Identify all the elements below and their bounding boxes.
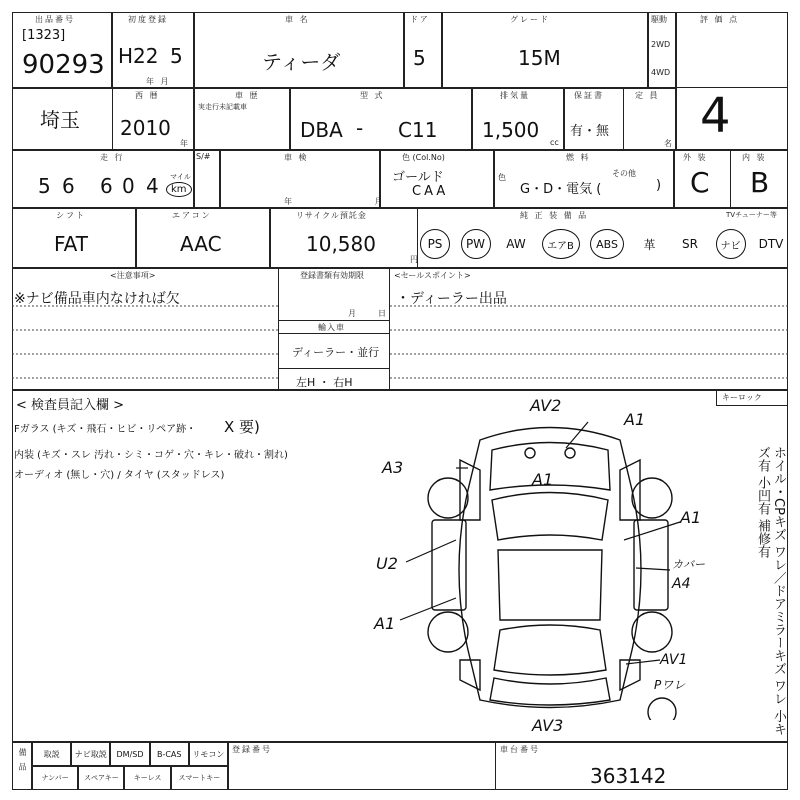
- import-value: ディーラー・並行: [292, 346, 380, 359]
- year-label: 西 暦: [135, 91, 160, 100]
- reg-label: 登録番号: [232, 745, 272, 754]
- lot-code: [1323]: [22, 28, 66, 43]
- displacement-label: 排気量: [500, 91, 530, 100]
- selling-text: ・ディーラー出品: [396, 291, 507, 307]
- mark-a1-top: A1: [624, 410, 646, 429]
- interior: B: [750, 166, 770, 199]
- ac-label: エアコン: [172, 211, 212, 220]
- interior-label: 内 装: [742, 153, 767, 162]
- color-name: ゴールド: [392, 170, 444, 185]
- accessory-item: 取説: [32, 742, 71, 766]
- model-label: 型 式: [360, 91, 385, 100]
- fuel-options: G・D・電気 (: [520, 182, 602, 197]
- equip-ps: PS: [420, 229, 450, 259]
- history-label: 車 歴: [235, 91, 260, 100]
- first-reg-label: 初度登録: [128, 15, 168, 24]
- import-label: 輸入車: [318, 323, 345, 332]
- mark-a3: A3: [382, 458, 404, 477]
- accessory-item: ナンバー: [32, 766, 78, 790]
- mark-a4: A4: [672, 576, 691, 592]
- tv-label: TVチューナー等: [726, 211, 777, 219]
- year: 2010: [120, 116, 171, 140]
- mark-kaba: カバー: [672, 558, 705, 571]
- grade: 15M: [518, 46, 561, 70]
- keylock: キーロック: [722, 393, 762, 402]
- equip-leather: 革: [643, 237, 656, 252]
- equip-airbag: エアB: [542, 229, 580, 259]
- drive-4wd: 4WD: [651, 68, 671, 77]
- mileage-label: 走 行: [100, 153, 125, 162]
- selling-lines: [390, 268, 788, 390]
- equip-label: 純 正 装 備 品: [520, 211, 589, 220]
- mileage-digit: 6: [100, 174, 113, 198]
- mileage-digit: 0: [122, 174, 135, 198]
- mark-a1-hood: A1: [532, 470, 554, 489]
- mileage-unit-mile: マイル: [170, 173, 191, 181]
- drive-2wd: 2WD: [651, 40, 671, 49]
- inspector-title: < 検査員記入欄 >: [16, 398, 125, 413]
- car-name: ティーダ: [262, 50, 341, 74]
- mark-av3: AV3: [532, 716, 564, 735]
- iro: 色: [498, 173, 506, 182]
- history-sub: 実走行未記載車: [198, 103, 247, 111]
- warranty: 有・無: [570, 124, 610, 139]
- mileage-digit: 6: [62, 174, 75, 198]
- equip-sr: SR: [682, 237, 698, 251]
- exterior: C: [690, 166, 710, 199]
- equip-dtv: DTV: [758, 237, 784, 251]
- grade-label: グレード: [510, 15, 550, 24]
- accessory-item: キーレス: [124, 766, 170, 790]
- accessory-item: スペアキー: [78, 766, 124, 790]
- score-box: [676, 12, 788, 150]
- inspection-label: 車 検: [284, 153, 309, 162]
- equip-abs: ABS: [590, 229, 624, 259]
- fuel-label: 燃 料: [566, 153, 591, 162]
- accessory-item: リモコン: [189, 742, 228, 766]
- mileage-digit: 5: [38, 174, 51, 198]
- s-label: S/#: [196, 152, 211, 161]
- recycle-label: リサイクル預託金: [296, 211, 367, 220]
- audio-line: オーディオ (無し・穴) / タイヤ (スタッドレス): [14, 470, 225, 481]
- ac: AAC: [180, 232, 222, 256]
- chassis-number: 363142: [590, 764, 667, 788]
- model-prefix: DBA: [300, 118, 343, 142]
- equipment-list: [420, 228, 786, 260]
- chassis-label: 車台番号: [500, 745, 540, 754]
- equip-aw: AW: [506, 237, 526, 251]
- year-unit: 年: [180, 139, 190, 148]
- doc-month: 月: [348, 309, 358, 318]
- selling-label: <セールスポイント>: [394, 271, 471, 280]
- capacity-unit: 名: [664, 139, 672, 148]
- mark-a1-left: A1: [374, 614, 396, 633]
- fuel-close: ): [656, 178, 662, 193]
- side-text: ホイル・CPキズ ワレ／ドアミラーキズ ワレ 小キズ有 小凹有 補修有: [755, 446, 786, 736]
- mark-av2: AV2: [530, 396, 562, 415]
- glass-x: X 要): [224, 418, 260, 436]
- warranty-label: 保証書: [574, 91, 604, 100]
- car-name-label: 車 名: [285, 15, 310, 24]
- model-dash: -: [356, 116, 364, 140]
- region: 埼玉: [40, 108, 80, 132]
- accessory-item: B-CAS: [150, 742, 189, 766]
- mark-a1-right: A1: [680, 508, 702, 527]
- footer-left-label: 備 品: [18, 748, 27, 773]
- accessory-item: スマートキー: [171, 766, 228, 790]
- glass-line: Fガラス (キズ・飛石・ヒビ・リペア跡・: [14, 424, 197, 435]
- mark-av1: AV1: [660, 652, 688, 668]
- yen: 円: [410, 255, 418, 264]
- first-reg-era: H22: [118, 44, 159, 68]
- shift: FAT: [54, 232, 89, 256]
- drive-label: 駆動: [651, 15, 667, 24]
- recycle: 10,580: [306, 232, 376, 256]
- caution-lines: [12, 268, 278, 390]
- doc-day: 日: [378, 309, 388, 318]
- displacement: 1,500: [482, 118, 540, 142]
- mark-pware: Pワレ: [654, 678, 686, 692]
- accessory-item: DM/SD: [110, 742, 149, 766]
- equip-navi: ナビ: [716, 229, 746, 259]
- equip-pw: PW: [461, 229, 491, 259]
- lot-number: 90293: [22, 50, 105, 80]
- inspection-sub: 年 月: [284, 197, 423, 206]
- mileage-unit-km: km: [166, 182, 192, 197]
- color-label: 色 (Col.No): [402, 153, 445, 162]
- capacity-label: 定 員: [635, 91, 660, 100]
- model-code: C11: [398, 118, 438, 142]
- doc-label: 登録書類有効期限: [300, 271, 364, 280]
- interior-line: 内装 (キズ・スレ 汚れ・シミ・コゲ・穴・キレ・破れ・割れ): [14, 450, 288, 461]
- color-code: CAA: [412, 184, 449, 199]
- shift-label: シフト: [56, 211, 86, 220]
- mark-u2: U2: [376, 554, 398, 573]
- doors: 5: [413, 46, 426, 70]
- accessory-row-2: [32, 766, 228, 790]
- handle: 左H ・ 右H: [296, 376, 353, 389]
- accessory-item: ナビ取説: [71, 742, 110, 766]
- door-label: ドア: [410, 15, 430, 24]
- score: 4: [700, 88, 731, 144]
- caution-label: <注意事項>: [110, 271, 156, 280]
- cc: cc: [550, 138, 559, 147]
- lot-label: 出品番号: [35, 15, 75, 24]
- exterior-label: 外 装: [683, 153, 708, 162]
- mileage-digit: 4: [146, 174, 159, 198]
- fuel-other: その他: [612, 169, 636, 178]
- accessory-row-1: [32, 742, 228, 766]
- caution-text: ※ナビ備品車内なければ欠: [14, 291, 180, 307]
- first-reg-month: 5: [170, 44, 183, 68]
- score-label: 評 価 点: [700, 15, 740, 24]
- year-month-sub: 年 月: [146, 77, 171, 86]
